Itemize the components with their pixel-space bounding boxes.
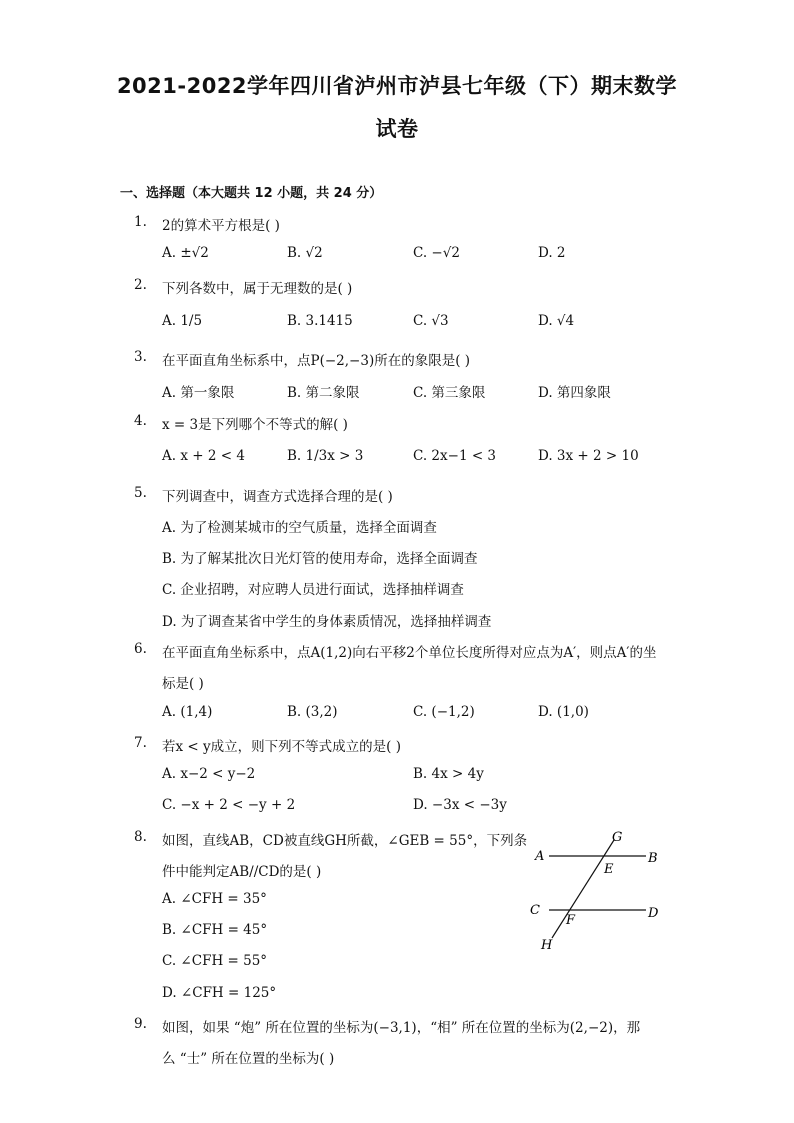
option-d: D. 3x + 2 > 10	[538, 448, 639, 464]
question-stem-continued: 标是( )	[162, 676, 204, 692]
parallel-lines-figure	[524, 826, 674, 956]
question-number: 4.	[134, 413, 147, 429]
label-c: C	[530, 903, 540, 918]
option-b: B. √2	[287, 245, 323, 261]
option-d: D. √4	[538, 313, 575, 329]
question-number: 7.	[134, 735, 147, 751]
question-stem-continued: 件中能判定AB//CD的是( )	[162, 864, 322, 880]
option-a: A. (1,4)	[162, 704, 213, 720]
option-b: B. ∠CFH = 45°	[162, 922, 268, 938]
question-stem: 2的算术平方根是( )	[162, 218, 280, 234]
option-a: A. 为了检测某城市的空气质量，选择全面调查	[162, 520, 437, 536]
option-c: C. 第三象限	[413, 385, 486, 401]
question-stem: 在平面直角坐标系中，点P(−2,−3)所在的象限是( )	[162, 353, 471, 369]
question-number: 1.	[134, 214, 147, 230]
option-b: B. 1/3x > 3	[287, 448, 364, 464]
question-stem-continued: 么 “士” 所在位置的坐标为( )	[162, 1051, 335, 1067]
option-c: C. (−1,2)	[413, 704, 475, 720]
option-a: A. ±√2	[162, 245, 209, 261]
option-c: C. 企业招聘，对应聘人员进行面试，选择抽样调查	[162, 582, 464, 598]
label-e: E	[604, 862, 614, 877]
option-a: A. x + 2 < 4	[162, 448, 245, 464]
question-stem: 下列各数中，属于无理数的是( )	[162, 281, 353, 297]
option-d: D. 第四象限	[538, 385, 611, 401]
option-d: D. 2	[538, 245, 566, 261]
question-stem: 在平面直角坐标系中，点A(1,2)向右平移2个单位长度所得对应点为A′，则点A′的坐	[162, 645, 657, 661]
line-gh	[552, 840, 614, 938]
question-number: 5.	[134, 485, 147, 501]
page-title-line2: 试卷	[375, 117, 419, 141]
label-b: B	[648, 851, 658, 866]
option-c: C. √3	[413, 313, 449, 329]
question-number: 9.	[134, 1016, 147, 1032]
page-title: 2021-2022学年四川省泸州市泸县七年级（下）期末数学	[116, 74, 678, 98]
label-f: F	[566, 913, 576, 928]
option-b: B. 3.1415	[287, 313, 353, 329]
question-stem: 如图，如果 “炮” 所在位置的坐标为(−3,1)，“相” 所在位置的坐标为(2,−2)，那	[162, 1020, 641, 1036]
option-b: B. 4x > 4y	[413, 766, 484, 782]
option-c: C. −√2	[413, 245, 460, 261]
question-number: 3.	[134, 349, 147, 365]
question-number: 6.	[134, 641, 147, 657]
question-stem: x = 3是下列哪个不等式的解( )	[162, 417, 348, 433]
option-a: A. x−2 < y−2	[162, 766, 256, 782]
label-g: G	[612, 830, 623, 845]
question-number: 8.	[134, 829, 147, 845]
question-stem: 下列调查中，调查方式选择合理的是( )	[162, 489, 393, 505]
question-stem: 如图，直线AB，CD被直线GH所截，∠GEB = 55°，下列条	[162, 833, 528, 849]
label-h: H	[541, 938, 553, 953]
option-d: D. ∠CFH = 125°	[162, 985, 277, 1001]
question-number: 2.	[134, 277, 147, 293]
option-b: B. 为了解某批次日光灯管的使用寿命，选择全面调查	[162, 551, 478, 567]
option-d: D. (1,0)	[538, 704, 589, 720]
option-c: C. 2x−1 < 3	[413, 448, 497, 464]
option-b: B. 第二象限	[287, 385, 360, 401]
option-c: C. −x + 2 < −y + 2	[162, 797, 296, 813]
section-heading: 一、选择题（本大题共 12 小题，共 24 分）	[120, 186, 383, 201]
option-a: A. ∠CFH = 35°	[162, 891, 267, 907]
option-c: C. ∠CFH = 55°	[162, 953, 268, 969]
label-a: A	[535, 849, 545, 864]
option-d: D. 为了调查某省中学生的身体素质情况，选择抽样调查	[162, 614, 492, 630]
option-a: A. 第一象限	[162, 385, 235, 401]
option-b: B. (3,2)	[287, 704, 338, 720]
option-d: D. −3x < −3y	[413, 797, 507, 813]
label-d: D	[648, 906, 659, 921]
option-a: A. 1/5	[162, 313, 203, 329]
question-stem: 若x < y成立，则下列不等式成立的是( )	[162, 739, 401, 755]
